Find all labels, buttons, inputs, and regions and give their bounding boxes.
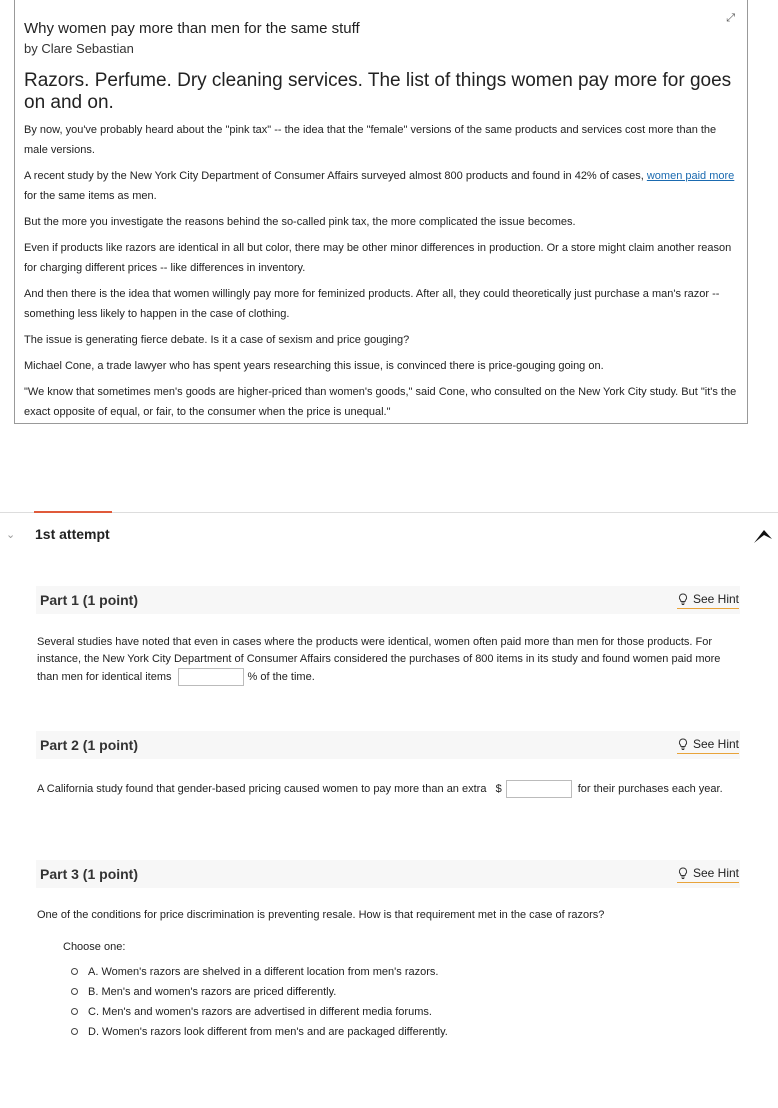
expand-icon[interactable]: ⤢ xyxy=(726,12,735,24)
radio-button[interactable] xyxy=(71,1028,78,1035)
part-1-see-hint-button[interactable] xyxy=(677,592,739,609)
part-3-header xyxy=(36,860,740,888)
answer-options xyxy=(71,962,448,1042)
part-2-question xyxy=(37,779,737,799)
part-2-answer-input[interactable] xyxy=(506,780,572,798)
article-panel[interactable] xyxy=(14,0,748,424)
article-paragraph: Michael Cone, a trade lawyer who has spent years researching this issue, is convinced there is price-gouging going on. xyxy=(24,360,604,372)
attempt-tab-indicator xyxy=(34,511,112,513)
article-paragraph: And then there is the idea that women willingly pay more for feminized products. After all, they could theoretically just purchase a man's razor -- something less likely to happen in the case of clothing. xyxy=(24,288,720,320)
article-byline: by Clare Sebastian xyxy=(24,41,134,56)
part-3-see-hint-button[interactable] xyxy=(677,866,739,883)
part-2-see-hint-button[interactable] xyxy=(677,737,739,754)
article-headline: Razors. Perfume. Dry cleaning services. The list of things women pay more for goes on and on. xyxy=(24,70,732,113)
currency-symbol: $ xyxy=(495,783,502,795)
chevron-down-icon[interactable]: ⌄ xyxy=(6,529,16,541)
article-paragraph: Even if products like razors are identical in all but color, there may be other minor differences in production. Or a store might claim another reason for charging different prices -- like differences in inventory. xyxy=(24,242,732,274)
option-c-label: C. Men's and women's razors are advertised in different media forums. xyxy=(88,1006,432,1018)
lightbulb-icon xyxy=(677,867,689,879)
radio-button[interactable] xyxy=(71,988,78,995)
article-text: for the same items as men. xyxy=(24,190,157,202)
option-d[interactable] xyxy=(71,1022,448,1042)
part-1-question-suffix: % of the time. xyxy=(247,670,315,683)
article-paragraph: The issue is generating fierce debate. Is it a case of sexism and price gouging? xyxy=(24,334,410,346)
option-b-label: B. Men's and women's razors are priced differently. xyxy=(88,986,337,998)
part-1-question-text: Several studies have noted that even in cases where the products were identical, women often paid more than men for those products. For instance, the New York City Department of Consumer Affairs considered the purchases of 800 items in its study and found women paid more than men for identical items xyxy=(37,636,721,683)
part-1-title: Part 1 (1 point) xyxy=(40,592,139,608)
option-a-label: A. Women's razors are shelved in a different location from men's razors. xyxy=(88,966,439,978)
part-2-question-suffix: for their purchases each year. xyxy=(577,783,723,795)
see-hint-label: See Hint xyxy=(692,866,739,880)
option-c[interactable] xyxy=(71,1002,448,1022)
see-hint-label: See Hint xyxy=(692,737,739,751)
option-d-label: D. Women's razors look different from men's and are packaged differently. xyxy=(88,1026,448,1038)
part-2-header xyxy=(36,731,740,759)
part-3-title: Part 3 (1 point) xyxy=(40,866,139,882)
attempt-label[interactable]: 1st attempt xyxy=(35,526,110,542)
option-a[interactable] xyxy=(71,962,448,982)
lightbulb-icon xyxy=(677,593,689,605)
article-paragraph: But the more you investigate the reasons behind the so-called pink tax, the more complicated the issue becomes. xyxy=(24,216,576,228)
radio-button[interactable] xyxy=(71,968,78,975)
attempt-divider xyxy=(0,512,778,513)
article-title: Why women pay more than men for the same stuff xyxy=(24,20,360,37)
article-paragraph xyxy=(24,166,737,206)
part-1-question xyxy=(37,634,737,686)
article-paragraph: By now, you've probably heard about the "pink tax" -- the idea that the "female" versions of the same products and services cost more than the male versions. xyxy=(24,124,717,156)
radio-button[interactable] xyxy=(71,1008,78,1015)
lightbulb-icon xyxy=(677,738,689,750)
choose-one-label: Choose one: xyxy=(63,941,126,953)
part-1-header xyxy=(36,586,740,614)
women-paid-more-link[interactable]: women paid more xyxy=(646,170,735,182)
cursor-arrow-icon xyxy=(752,526,774,546)
article-paragraph: "We know that sometimes men's goods are higher-priced than women's goods," said Cone, who consulted on the New York City study. But "it's the exact opposite of equal, or fair, to the consumer when the price is unequal." xyxy=(24,386,737,418)
see-hint-label: See Hint xyxy=(692,592,739,606)
part-3-question: One of the conditions for price discrimination is preventing resale. How is that requirement met in the case of razors? xyxy=(37,909,605,921)
part-1-answer-input[interactable] xyxy=(178,668,244,686)
article-text: A recent study by the New York City Department of Consumer Affairs surveyed almost 800 products and found in 42% of cases, xyxy=(24,170,647,182)
part-2-question-text: A California study found that gender-based pricing caused women to pay more than an extra xyxy=(37,783,487,795)
part-2-title: Part 2 (1 point) xyxy=(40,737,139,753)
option-b[interactable] xyxy=(71,982,448,1002)
